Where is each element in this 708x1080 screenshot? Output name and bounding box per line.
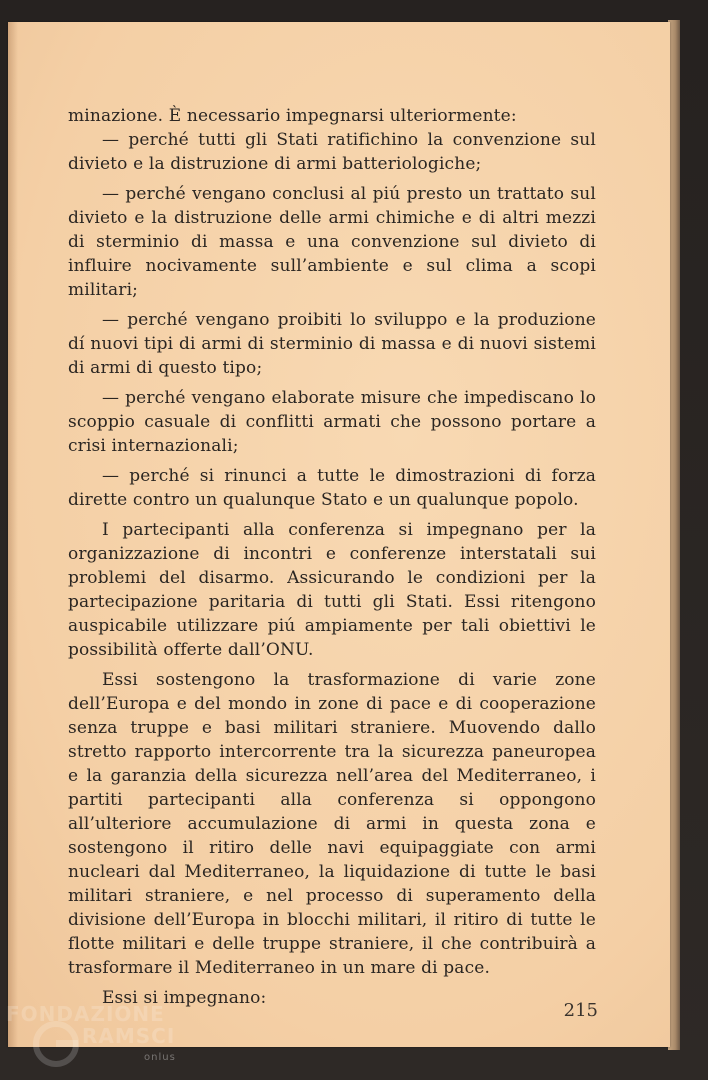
paragraph: — perché vengano proibiti lo sviluppo e la produzione dí nuovi tipi di armi di sterminio di massa e di nuovi sistemi di armi di questo tipo; bbox=[68, 310, 596, 378]
binding-shadow bbox=[8, 22, 18, 1047]
paragraph: minazione. È necessario impegnarsi ulteriormente: bbox=[68, 106, 517, 126]
body-text bbox=[68, 104, 596, 1016]
paragraph: — perché si rinunci a tutte le dimostrazioni di forza dirette contro un qualunque Stato e un qualunque popolo. bbox=[68, 466, 596, 510]
paragraph: — perché vengano elaborate misure che impediscano lo scoppio casuale di conflitti armati che possono portare a crisi internazionali; bbox=[68, 388, 596, 456]
paragraph: — perché tutti gli Stati ratifichino la convenzione sul divieto e la distruzione di armi batteriologiche; bbox=[68, 130, 596, 174]
paragraph: — perché vengano conclusi al piú presto un trattato sul divieto e la distruzione delle armi chimiche e di altri mezzi di sterminio di massa e una convenzione sul divieto di influire nocivamente sull’ambiente e sul clima a scopi militari; bbox=[68, 184, 596, 300]
paragraph: I partecipanti alla conferenza si impegnano per la organizzazione di incontri e conferenze interstatali sui problemi del disarmo. Assicurando le condizioni per la partecipazione paritaria di tutti gli Stati. Essi ritengono auspicabile utilizzare piú ampiamente per tali obiettivi le possibilità offerte dall’ONU. bbox=[68, 520, 596, 660]
book-page bbox=[8, 22, 670, 1047]
paragraph: Essi sostengono la trasformazione di varie zone dell’Europa e del mondo in zone di pace e di cooperazione senza truppe e basi militari straniere. Muovendo dallo stretto rapporto intercorrente tra la sicurezza paneuropea e la garanzia della sicurezza nell’area del Mediterraneo, i partiti partecipanti alla conferenza si oppongono all’ulteriore accumulazione di armi in questa zona e sostengono il ritiro delle navi equipaggiate con armi nucleari dal Mediterraneo, la liquidazione di tutte le basi militari straniere, e nel processo di superamento della divisione dell’Europa in blocchi militari, il ritiro di tutte le flotte militari e delle truppe straniere, il che contribuirà a trasformare il Mediterraneo in un mare di pace. bbox=[68, 670, 596, 978]
watermark-onlus: onlus bbox=[144, 1052, 176, 1063]
paragraph: Essi si impegnano: bbox=[102, 988, 267, 1008]
page-number: 215 bbox=[563, 1000, 598, 1021]
